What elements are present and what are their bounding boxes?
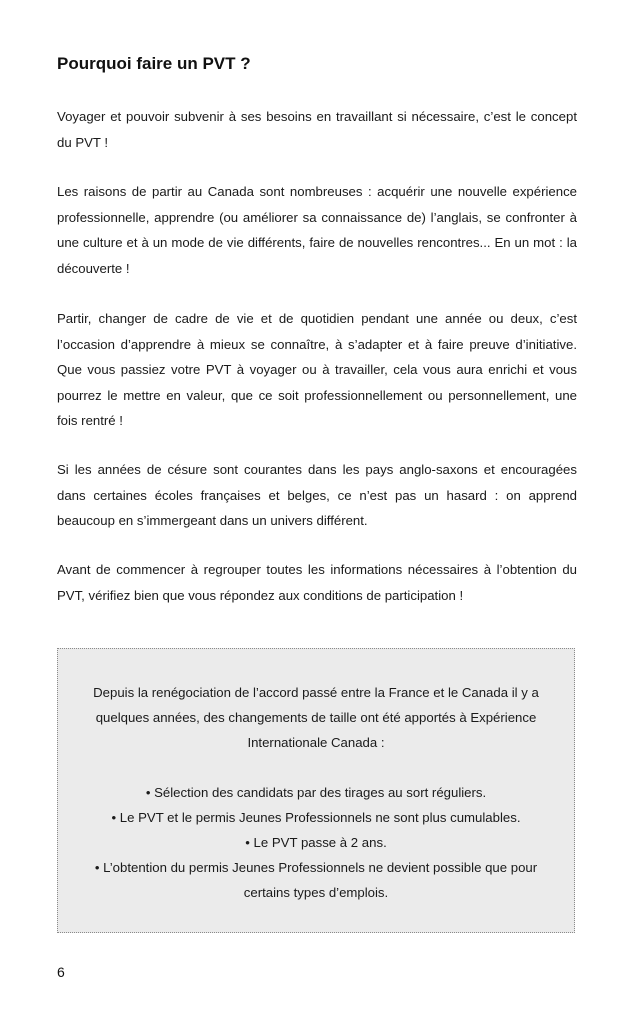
- info-box-item-draws: • Sélection des candidats par des tirages au sort réguliers.: [145, 785, 487, 800]
- info-box-item-job-types: • L’obtention du permis Jeunes Professionnels ne devient possible que pour certains types d’emplois.: [94, 860, 538, 900]
- info-box-item-not-cumulative: • Le PVT et le permis Jeunes Professionnels ne sont plus cumulables.: [111, 810, 521, 825]
- info-box-item-two-years: • Le PVT passe à 2 ans.: [245, 835, 387, 850]
- page-number: 6: [57, 964, 65, 980]
- paragraph-conditions: Avant de commencer à regrouper toutes les informations nécessaires à l’obtention du PVT, vérifiez bien que vous répondez aux conditions de participation !: [57, 562, 577, 603]
- info-box: [57, 648, 575, 933]
- info-box-intro: Depuis la renégociation de l’accord passé entre la France et le Canada il y a quelques années, des changements de taille ont été apportés à Expérience Internationale Canada :: [93, 685, 539, 750]
- paragraph-benefits: Partir, changer de cadre de vie et de quotidien pendant une année ou deux, c’est l’occasion d’apprendre à mieux se connaître, à s’adapter et à faire preuve d’initiative. Que vous passiez votre PVT à voyager ou à travailler, cela vous aura enrichi et vous pourrez le mettre en valeur, que ce soit professionnellement ou personnellement, une fois rentré !: [57, 311, 577, 428]
- section-title: Pourquoi faire un PVT ?: [57, 54, 251, 73]
- info-box-list: [72, 780, 560, 905]
- paragraph-gap-years: Si les années de césure sont courantes dans les pays anglo-saxons et encouragées dans certaines écoles françaises et belges, ce n’est pas un hasard : on apprend beaucoup en s’immergeant dans un univers différent.: [57, 462, 577, 528]
- paragraph-concept: Voyager et pouvoir subvenir à ses besoins en travaillant si nécessaire, c’est le concept du PVT !: [57, 109, 577, 150]
- paragraph-reasons: Les raisons de partir au Canada sont nombreuses : acquérir une nouvelle expérience professionnelle, apprendre (ou améliorer sa connaissance de) l’anglais, se confronter à une culture et à un mode de vie différents, faire de nouvelles rencontres... En un mot : la découverte !: [57, 184, 577, 276]
